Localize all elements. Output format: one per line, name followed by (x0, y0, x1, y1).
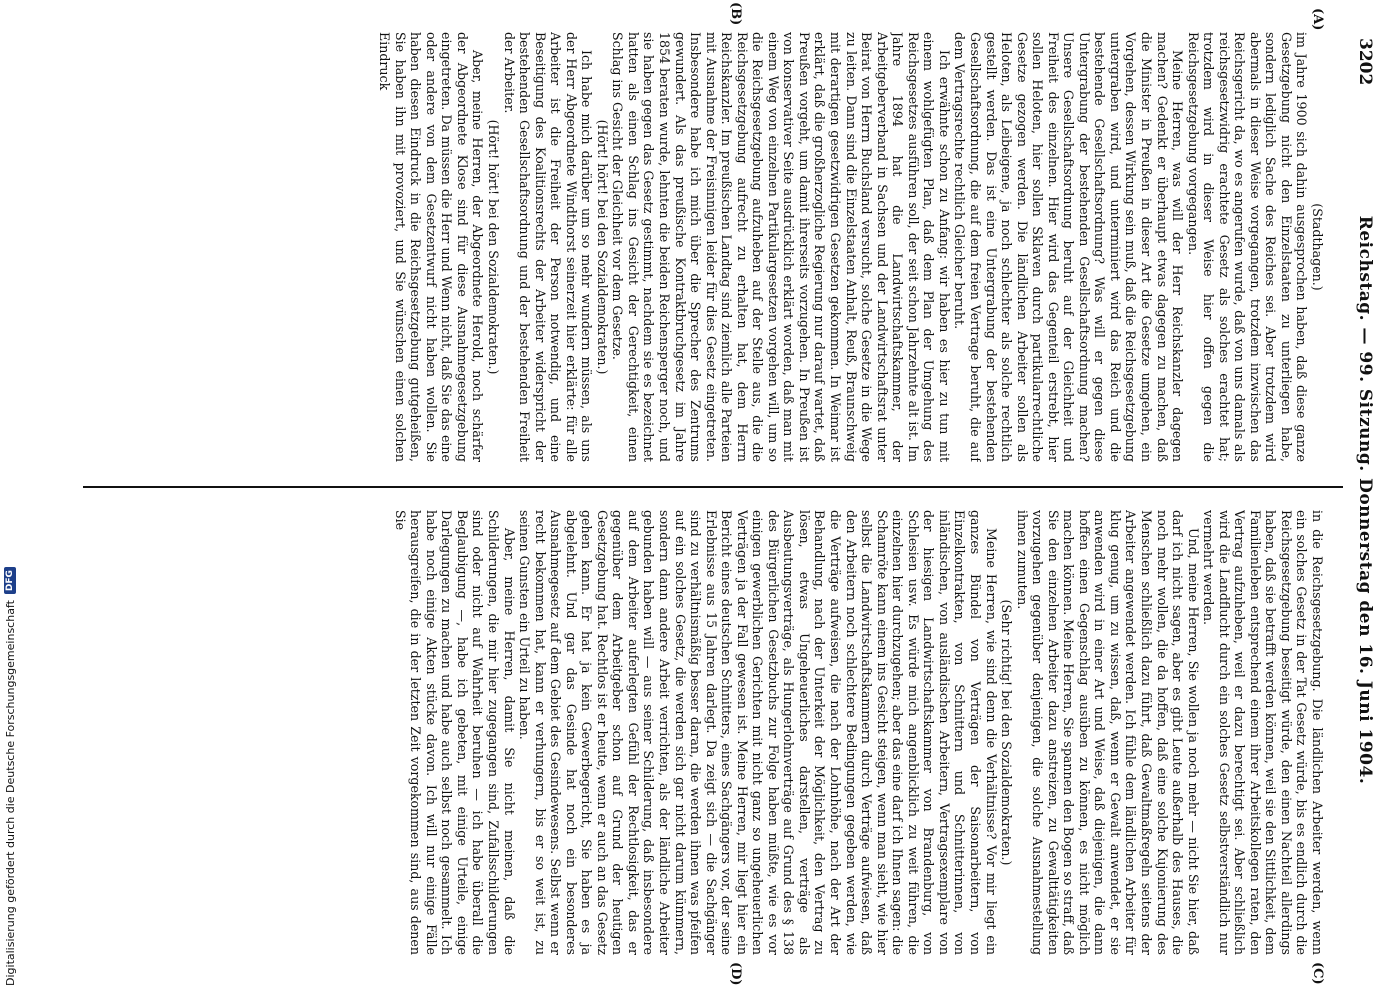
paragraph: Ich habe mich darüber um so mehr wundern müssen, als uns der Herr Abgeordnete Windthorst seinerzeit hier erklärte: für alle Arbeiter ist die Freiheit der Person notwendig, und eine Beseitigung des Koalitionsrechts der Arbeiter widerspricht der bestehenden Gesellschaftsordnung und der bestehenden Freiheit der Arbeiter. (501, 32, 595, 462)
paragraph: Meine Herren, wie sind denn die Verhältnisse? Vor mir liegt ein ganzes Bündel von Verträgen der Saisonarbeitern, von Einzelkontrakten, von Schnittern und Schnitterinnen, von inländischen, von ausländischen Arbeitern, Vertragsexemplare von der hiesigen Landwirtschaftskammer von Brandenburg, von Schlesien usw. Es würde mich angenblicklich zu weit führen, die einzelnen hier durchzugehen; aber das eine darf ich Ihnen sagen: die Schamröte kann einem ins Gesicht steigen, wenn man sieht, wie hier selbst die Landwirtschaftskammern durch Verträge aufwiesen, daß den Arbeitern noch schlechtere Bedingungen gegeben werden, wie die Verträge aufweisen, die nach der Lohnhöhe, nach der Art der Behandlung, nach der Unterkeit der Möglichkeit, den Vertrag zu lösen, etwas Ungeheuerliches darstellen, verträge als Ausbeutungsverträge, als Hungerlohnverträge auf Grund des § 138 des Bürgerlichen Gesetzbuchs zur Folge haben müßte, wie es vor einigen gewerblichen Gerichten mit nicht ganz so ungeheuerlichen Verträgen ja der Fall gewesen ist. Meine Herren, mir liegt hier ein Bericht eines deutschen Schnitters, eines Sachgängers vor, der seine Erlebnisse aus 15 Jahren darlegt. Da zeigt sich — die Sachgänger sind zu verhältnismäßig besser daran, die werden ihnen was pfeifen auf ein solches Gesetz, die werden sich gar nicht darum kümmern, sondern dann andere Arbeit verrichten, als der ländliche Arbeiter gebunden haben will — aus seiner Schilderung, daß insbesondere auf dem Arbeiter auferlegten Gefühl der Rechtlosigkeit, das er gegenüber dem Arbeitgeber schon auf Grund der heutigen Gesetzgebung hat. Rechtlos ist er heute, wenn er auch an das Gesetz gehen kann. Er hat ja kein Gewerbegericht, Sie haben es ja abgelehnt. Und gar das Gesinde hat noch ein besonderes Ausnahmegesetz auf dem Gebiet des Gesindewesens. Selbst wenn er recht bekommen hat, kann er verhungern, bis er so weit ist, zu seinen Gunsten ein Urteil zu haben. (517, 510, 999, 955)
paragraph: Aber, meine Herren, der Abgeordnete Herold, noch schärfer der Abgeordnete Klose sind für diese Ausnahmegesetzgebung eingetreten. Da müssen die Herr und Wenn nicht, daß Sie das eine oder andere von dem Gesetzentwurf nicht haben wollen. Sie haben diesen Eindruck in die Reichsgesetzgebung gutgeheißen, Sie haben ihn mit provoziert, und Sie wünschen einen solchen Eindruck (377, 32, 486, 462)
paragraph: Aber, meine Herren, damit Sie nicht meinen, daß die Schilderungen, die mir hier zugegangen sind, Zufallsschilderungen sind oder nicht auf Wahrheit beruhen — ich habe überall die Beglaubigung —, habe ich gebeten, mit einige Urteile, einige Darlegungen zu machen und habe auch selbst noch gesammelt. Ich habe noch einige Akten stücke davon. Ich will nur einige Fälle herausgreifen, die in der letzten Zeit vorgekommen sind, aus denen Sie (392, 510, 517, 955)
interjection: (Hört! hört! bei den Sozialdemokraten.) (594, 119, 610, 375)
interjection: (Hört! hört! bei den Sozialdemokraten.) (486, 119, 502, 375)
paragraph: im Jahre 1900 sich dahin ausgesprochen haben, daß diese ganze Gesetzgebung nicht den Einzelstaaten zu unterliegen habe, sondern lediglich Sache des Reiches sei. Aber trotzdem wird abermals in dieser Weise vorgegangen, trotzdem inzwischen das Reichsgericht da, wo es angerufen wurde, daß von uns damals als reichsgesetzwidrig erachtete Gesetz als solches erachtet hat; trotzdem wird in dieser Weise hier offen gegen die Reichsgesetzgebung vorgegangen. (1185, 32, 1310, 462)
page-number: 3202 (1355, 38, 1375, 86)
margin-marker-a: (A) (1310, 8, 1325, 31)
margin-marker-c: (C) (1310, 962, 1325, 985)
margin-marker-b: (B) (728, 2, 743, 26)
interjection: (Sehr richtig! bei den Sozialdemokraten.) (999, 599, 1015, 866)
column-divider (83, 486, 1343, 488)
paragraph: Und, meine Herren, Sie wollen ja noch mehr — nicht Sie hier, daß darf ich nicht sagen, aber es gibt Leute außerhalb des Hauses, die noch mehr wollen, die da hoffen, daß eine solche Kujonierung des Menschen schließlich dazu führt, daß Gewaltmaßregeln seitens der Arbeiter angewendet werden. Ich fühle dem ländlichen Arbeiter für klug genug, um zu wissen, daß, wenn er Gewalt anwendet, er sie anwenden wird in einer Art und Weise, daß diejenigen, die dann hoffen einen Gegenschlag ausüben zu können, es nicht möglich machen können. Meine Herren, Sie spannen den Bogen so straff, daß Sie den einzelnen Arbeiter dazu anstreizen, zu Gewalttätigkeiten vorzugehen gegenüber denjenigen, die solche Ausnahmestellung ihnen zumuten. (1014, 510, 1201, 955)
speaker-name: (Stadthagen.) (1310, 203, 1325, 291)
paragraph: Ich erwähnte schon zu Anfang: wir haben es hier zu tun mit einem wohlgefügten Plan, daß dem Plan der Umgehung des Reichsgesetzes ausführen soll, der seit schon Jahrzehnte alt ist. Im Jahre 1894 hat die Landwirtschaftskammer, der Arbeitgeberverband in Sachsen und der Landwirtschaftsrat unter Beirat von Herrn Buchsland versucht, solche Gesetze in die Wege zu leiten. Dann sind die Einzelstaaten Anhalt, Reuß, Braunschweig mit derartigen gesetzwidrigen Gesetzen gekommen. In Weimar ist erklärt, daß die großherzogliche Regierung nur darauf wartet, daß Preußen vorgeht, um damit ihrerseits vorzugehen. In Preußen ist von konservativer Seite ausdrücklich erklärt worden, daß man mit einem Weg von einzelnen Partikulargesetzen vorgehen will, um so die Reichsgesetzgebung aufzuheben auf der Stelle aus, die die Reichsgesetzgebung aufrecht zu erhalten hat, dem Herrn Reichskanzler. Im preußischen Landtag sind ziemlich alle Parteien mit Ausnahme der Freisinnigen leider für dies Gesetz eingetreten. Insbesondere habe ich mich über die Sprecher des Zentrums gewundert. Als das preußische Kontraktbruchgesetz im Jahre 1854 beraten wurde, lehnten die beiden Reichensperger noch, und sie haben gegen das Gesetz gestimmt, nachdem sie es bezeichnet hatten als einen Schlag ins Gesicht der Gerechtigkeit, einen Schlag ins Gesicht der Gleichheit vor dem Gesetze. (610, 32, 952, 462)
text-column-right (80, 510, 1325, 955)
paragraph: in die Reichsgesetzgebung. Die ländlichen Arbeiter werden, wenn ein solches Gesetz in der Tat Gesetz würde, bis es endlich durch die Reichsgesetzgebung beseitigt würde, den einen Nachteil allerdings haben, daß sie betrafft werden können, weil sie den Sittlichkeit, dem Familienleben entsprechend einem ihrer Arbeitskollegen raten, den Vertrag aufzuheben, weil er dazu berechtigt sei. Aber schließlich wird die Landflucht durch ein solches Gesetz selbstverständlich nur vermehrt werden. (1201, 510, 1325, 955)
margin-marker-d: (D) (728, 962, 743, 986)
digitization-note-text: Digitalisierung gefördert durch die Deutsche Forschungsgemeinschaft (3, 600, 17, 986)
digitization-note (0, 0, 20, 1000)
text-column-left (80, 32, 1325, 462)
dfg-logo: DFG (4, 567, 16, 594)
paragraph: Meine Herren, was will der Herr Reichskanzler dagegen machen? Gedenkt er überhaupt etwas dagegen zu machen, daß die Minister in Preußen in dieser Art die Gesetze umgehen, ein Vorgehen, dessen Wirkung sein muß, daß die Reichsgesetzgebung untergraben wird, und unterminiert wird das Reich und die bestehende Gesellschaftsordnung? Was will er gegen diese Untergrabung der bestehenden Gesellschaftsordnung machen? Unsere Gesellschaftsordnung beruht auf der Gleichheit und Freiheit des einzelnen. Hier wird das Gegenteil erstrebt, hier sollen Heloten, hier sollen Sklaven durch partikularrechtliche Gesetze gezogen werden. Die ländlichen Arbeiter sollen als Heloten, als Leibeigene, ja noch schlechter als solche rechtlich gestellt werden. Das ist eine Untergrabung der bestehenden Gesellschaftsordnung, die auf dem freien Vertrage beruht, die auf dem Vertragsrechte rechtlich Gleicher beruht. (952, 32, 1186, 462)
page-header-title: Reichstag. — 99. Sitzung. Donnerstag den 16. Juni 1904. (1355, 215, 1375, 785)
